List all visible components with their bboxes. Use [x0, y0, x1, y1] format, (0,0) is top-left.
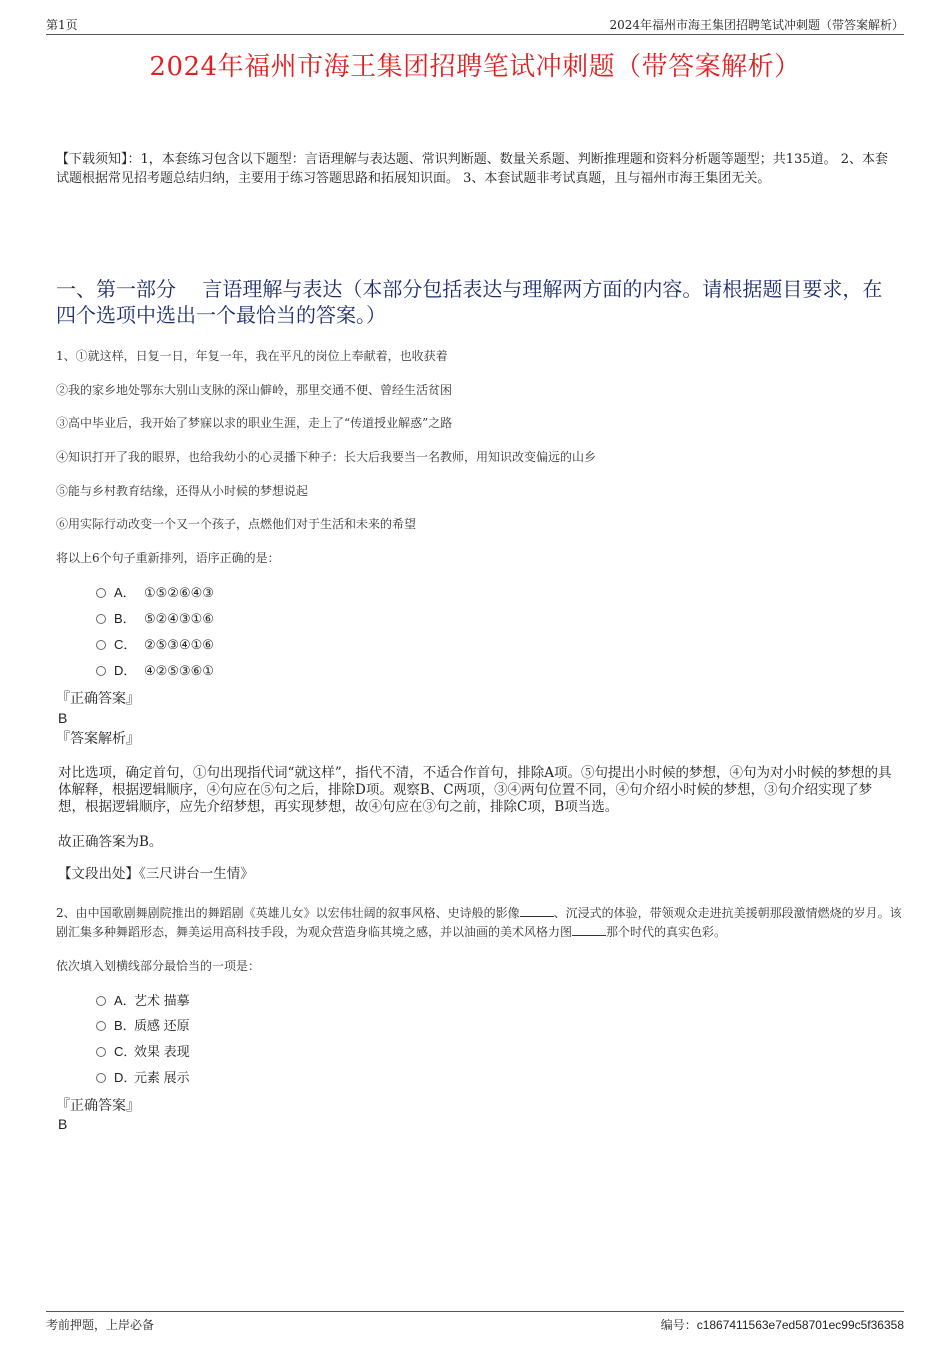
footer-slogan: 考前押题，上岸必备 — [46, 1318, 155, 1332]
option-text: ⑤②④③①⑥ — [144, 611, 214, 626]
q2-stem-part-2: 、沉浸式的体验，带领观众走进抗美援朝那段激情燃烧的岁月。该剧汇集多种舞蹈形态，舞美运用高科技手段，为观众营造身临其境之感，并以油画的美术风格力图 — [56, 906, 902, 939]
q2-answer-label: 『正确答案』 — [56, 1098, 140, 1114]
option-letter: C． — [114, 1044, 137, 1059]
q2-option-d[interactable] — [96, 1069, 190, 1087]
radio-icon[interactable] — [96, 640, 106, 650]
q1-option-b[interactable] — [96, 610, 214, 628]
q2-option-a[interactable] — [96, 992, 190, 1010]
q1-prompt: 将以上6个句子重新排列，语序正确的是： — [56, 551, 280, 565]
radio-icon[interactable] — [96, 1073, 106, 1083]
page-title: 2024年福州市海王集团招聘笔试冲刺题（带答案解析） — [149, 52, 801, 82]
q1-option-c[interactable] — [96, 636, 214, 654]
page-number: 第1页 — [46, 18, 78, 32]
q1-option-a[interactable] — [96, 584, 214, 602]
radio-icon[interactable] — [96, 614, 106, 624]
option-text: ①⑤②⑥④③ — [144, 585, 214, 600]
q1-answer: B — [58, 710, 68, 726]
page-header — [46, 14, 904, 35]
radio-icon[interactable] — [96, 996, 106, 1006]
option-text: ②⑤③④①⑥ — [144, 637, 214, 652]
q1-analysis: 对比选项，确定首句，①句出现指代词“就这样”，指代不清，不适合作首句，排除A项。⑤句提出小时候的梦想，④句为对小时候的梦想的具体解释，根据逻辑顺序，④句应在⑤句之后，排除D项。观察B、C两项，③④两句位置不同，④句介绍小时候的梦想，③句介绍实现了梦想，根据逻辑顺序，应先介绍梦想，再实现梦想，故④句应在③句之前，排除C项，B项当选。 — [58, 765, 892, 815]
radio-icon[interactable] — [96, 666, 106, 676]
radio-icon[interactable] — [96, 588, 106, 598]
fill-blank-1 — [520, 906, 554, 917]
option-letter: B． — [114, 611, 136, 626]
document-code: 编号：c1867411563e7ed58701ec99c5f36358 — [660, 1318, 904, 1332]
q1-line-1: 1、①就这样，日复一日，年复一年，我在平凡的岗位上奉献着，也收获着 — [56, 349, 448, 363]
q1-analysis-label: 『答案解析』 — [56, 731, 140, 747]
q2-option-c[interactable] — [96, 1043, 190, 1061]
q2-answer: B — [58, 1116, 68, 1132]
q1-conclusion: 故正确答案为B。 — [58, 834, 163, 850]
radio-icon[interactable] — [96, 1021, 106, 1031]
q1-line-2: ②我的家乡地处鄂东大别山支脉的深山僻岭，那里交通不便、曾经生活贫困 — [56, 383, 453, 397]
download-notice: 【下载须知】：1，本套练习包含以下题型：言语理解与表达题、常识判断题、数量关系题、判断推理题和资料分析题等题型；共135道。 2、本套试题根据常见招考题总结归纳，主要用于练习答题思路和拓展知识面。 3、本套试题非考试真题，且与福州市海王集团无关。 — [56, 152, 888, 186]
q1-source: 【文段出处】《三尺讲台一生情》 — [58, 866, 254, 882]
q2-prompt: 依次填入划横线部分最恰当的一项是： — [56, 959, 261, 973]
q1-line-5: ⑤能与乡村教育结缘，还得从小时候的梦想说起 — [56, 484, 309, 498]
q2-stem-part-1: 2、由中国歌剧舞剧院推出的舞蹈剧《英雄儿女》以宏伟壮阔的叙事风格、史诗般的影像 — [56, 906, 520, 920]
option-letter: D． — [114, 1070, 137, 1085]
option-text: 元素 展示 — [134, 1070, 190, 1085]
option-text: 效果 表现 — [134, 1044, 190, 1059]
option-letter: A． — [114, 993, 136, 1008]
option-letter: B． — [114, 1018, 136, 1033]
section-title: 一、第一部分 言语理解与表达（本部分包括表达与理解两方面的内容。请根据题目要求，在四个选项中选出一个最恰当的答案。） — [56, 277, 883, 327]
radio-icon[interactable] — [96, 1047, 106, 1057]
option-letter: A． — [114, 585, 136, 600]
option-text: 艺术 描摹 — [134, 993, 190, 1008]
option-text: ④②⑤③⑥① — [144, 663, 214, 678]
option-text: 质感 还原 — [134, 1018, 190, 1033]
q1-line-4: ④知识打开了我的眼界，也给我幼小的心灵播下种子：长大后我要当一名教师，用知识改变偏远的山乡 — [56, 450, 597, 464]
q1-answer-label: 『正确答案』 — [56, 691, 140, 707]
q2-option-b[interactable] — [96, 1017, 190, 1035]
header-doc-title: 2024年福州市海王集团招聘笔试冲刺题（带答案解析） — [609, 18, 904, 32]
q1-line-3: ③高中毕业后，我开始了梦寐以求的职业生涯，走上了“传道授业解惑”之路 — [56, 416, 453, 430]
fill-blank-2 — [572, 925, 606, 936]
q2-stem-part-3: 那个时代的真实色彩。 — [606, 925, 727, 939]
option-letter: D． — [114, 663, 137, 678]
option-letter: C． — [114, 637, 137, 652]
q1-option-d[interactable] — [96, 662, 214, 680]
q1-line-6: ⑥用实际行动改变一个又一个孩子，点燃他们对于生活和未来的希望 — [56, 517, 417, 531]
q2-stem — [56, 904, 906, 942]
page-footer — [46, 1311, 904, 1338]
